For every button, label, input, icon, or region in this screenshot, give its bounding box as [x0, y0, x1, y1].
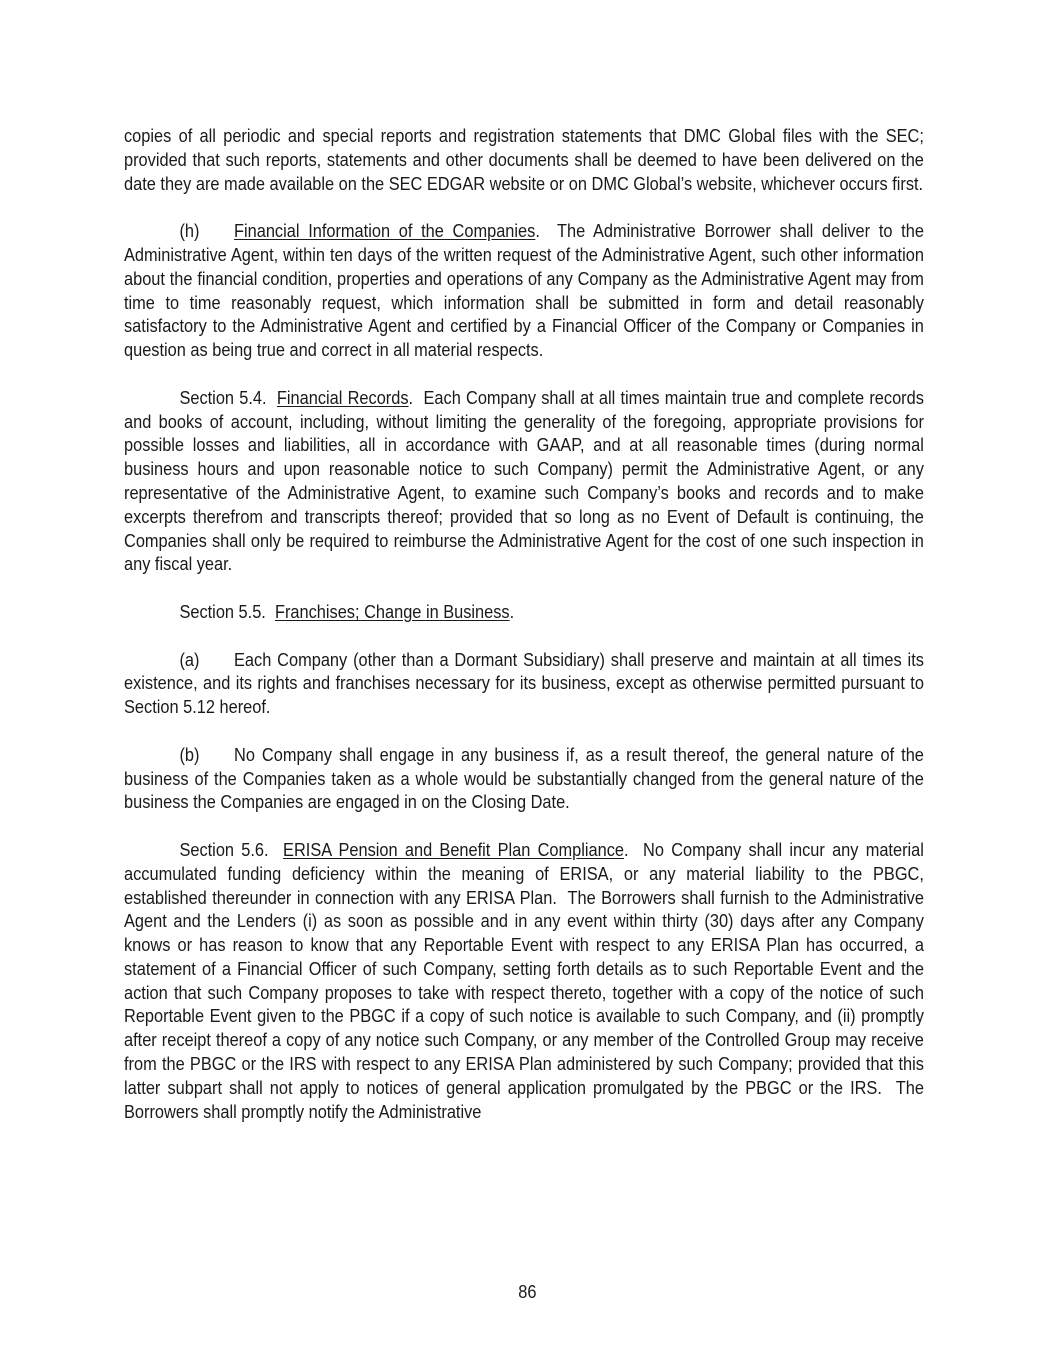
paragraph-b-change-in-business: [124, 743, 924, 814]
section-5-5-franchises-heading: Section 5.5. Franchises; Change in Business.: [179, 600, 515, 622]
section-label: Section 5.6.: [179, 838, 269, 860]
clause-label: (b): [179, 743, 200, 765]
paragraph-a-existence: [124, 648, 924, 719]
page-number: [0, 1281, 1055, 1303]
paragraph-text: Each Company shall at all times maintain true and complete records and books of account, including, without limiting the generality of the foregoing, appropriate provisions for possible losses and liabilities, all in accordance with GAAP, and at all reasonable times (during normal business hours and upon reasonable notice to such Company) permit the Administrative Agent, or any representative of the Administrative Agent, to examine such Company’s books and records and to make excerpts therefrom and transcripts thereof; provided that so long as no Event of Default is continuing, the Companies shall only be required to reimburse the Administrative Agent for the cost of one such inspection in any fiscal year.: [124, 386, 929, 575]
paragraph-text: copies of all periodic and special reports and registration statements that DMC Global files with the SEC; provided that such reports, statements and other documents shall be deemed to have been delivered on the date they are made available on the SEC EDGAR website or on DMC Global’s website, whichever occurs first.: [124, 125, 924, 194]
section-label: Section 5.4.: [179, 386, 267, 408]
paragraph-continued: [124, 124, 924, 195]
paragraph-text: The Administrative Borrower shall deliver to the Administrative Agent, within ten days of the written request of the Administrative Agent, such other information about the financial condition, properties and operations of any Company as the Administrative Agent may from time to time reasonably request, which information shall be submitted in form and detail reasonably satisfactory to the Administrative Agent and certified by a Financial Officer of the Company or Companies in question as being true and correct in all material respects.: [124, 220, 929, 361]
paragraph-text: No Company shall engage in any business if, as a result thereof, the general nature of the business of the Companies taken as a whole would be substantially changed from the general nature of the business the Companies are engaged in on the Closing Date.: [124, 743, 924, 813]
section-heading: ERISA Pension and Benefit Plan Compliance: [283, 838, 624, 860]
section-5-4-financial-records: Section 5.4. Financial Records. Each Company shall at all times maintain true and complete records and books of account, including, without limiting the generality of the foregoing, appropriate provisions for possible losses and liabilities, all in accordance with GAAP, and at all reasonable times (during normal business hours and upon reasonable notice to such Company) permit the Administrative Agent, or any representative of the Administrative Agent, to examine such Company’s books and records and to make excerpts therefrom and transcripts thereof; provided that so long as no Event of Default is continuing, the Companies shall only be required to reimburse the Administrative Agent for the cost of one such inspection in any fiscal year.: [124, 386, 929, 575]
section-heading: Financial Records: [276, 386, 409, 408]
paragraph-text: No Company shall incur any material accumulated funding deficiency within the meaning of ERISA, or any material liability to the PBGC, established thereunder in connection with any ERISA Plan. The Borrowers shall furnish to the Administrative Agent and the Lenders (i) as soon as possible and in any event within thirty (30) days after any Company knows or has reason to know that any Reportable Event with respect to any ERISA Plan has occurred, a statement of a Financial Officer of such Company, setting forth details as to such Reportable Event and the action that such Company proposes to take with respect thereto, together with a copy of the notice of such Reportable Event given to the PBGC if a copy of such notice is available to such Company, and (ii) promptly after receipt thereof a copy of any notice such Company, or any member of the Controlled Group may receive from the PBGC or the IRS with respect to any ERISA Plan administered by such Company; provided that this latter subpart shall not apply to notices of general application promulgated by the PBGC or the IRS. The Borrowers shall promptly notify the Administrative: [124, 838, 929, 1122]
section-heading: Franchises; Change in Business: [274, 600, 510, 622]
clause-label: (h): [179, 220, 200, 242]
section-label: Section 5.5.: [179, 600, 266, 622]
paragraph-text: Each Company (other than a Dormant Subsidiary) shall preserve and maintain at all times its existence, and its rights and franchises necessary for its business, except as otherwise permitted pursuant to Section 5.12 hereof.: [124, 648, 924, 718]
page-number-text: 86: [518, 1281, 537, 1302]
document-page: [124, 124, 929, 1147]
paragraph-h-financial-information: (h) Financial Information of the Companies. The Administrative Borrower shall deliver to the Administrative Agent, within ten days of the written request of the Administrative Agent, such other information about the financial condition, properties and operations of any Company as the Administrative Agent may from time to time reasonably request, which information shall be submitted in form and detail reasonably satisfactory to the Administrative Agent and certified by a Financial Officer of the Company or Companies in question as being true and correct in all material respects.: [124, 220, 929, 361]
section-5-6-erisa: Section 5.6. ERISA Pension and Benefit Plan Compliance. No Company shall incur any material accumulated funding deficiency within the meaning of ERISA, or any material liability to the PBGC, established thereunder in connection with any ERISA Plan. The Borrowers shall furnish to the Administrative Agent and the Lenders (i) as soon as possible and in any event within thirty (30) days after any Company knows or has reason to know that any Reportable Event with respect to any ERISA Plan has occurred, a statement of a Financial Officer of such Company, setting forth details as to such Reportable Event and the action that such Company proposes to take with respect thereto, together with a copy of the notice of such Reportable Event given to the PBGC if a copy of such notice is available to such Company, and (ii) promptly after receipt thereof a copy of any notice such Company, or any member of the Controlled Group may receive from the PBGC or the IRS with respect to any ERISA Plan administered by such Company; provided that this latter subpart shall not apply to notices of general application promulgated by the PBGC or the IRS. The Borrowers shall promptly notify the Administrative: [124, 838, 929, 1122]
clause-heading: Financial Information of the Companies: [234, 220, 536, 242]
clause-label: (a): [179, 648, 200, 670]
